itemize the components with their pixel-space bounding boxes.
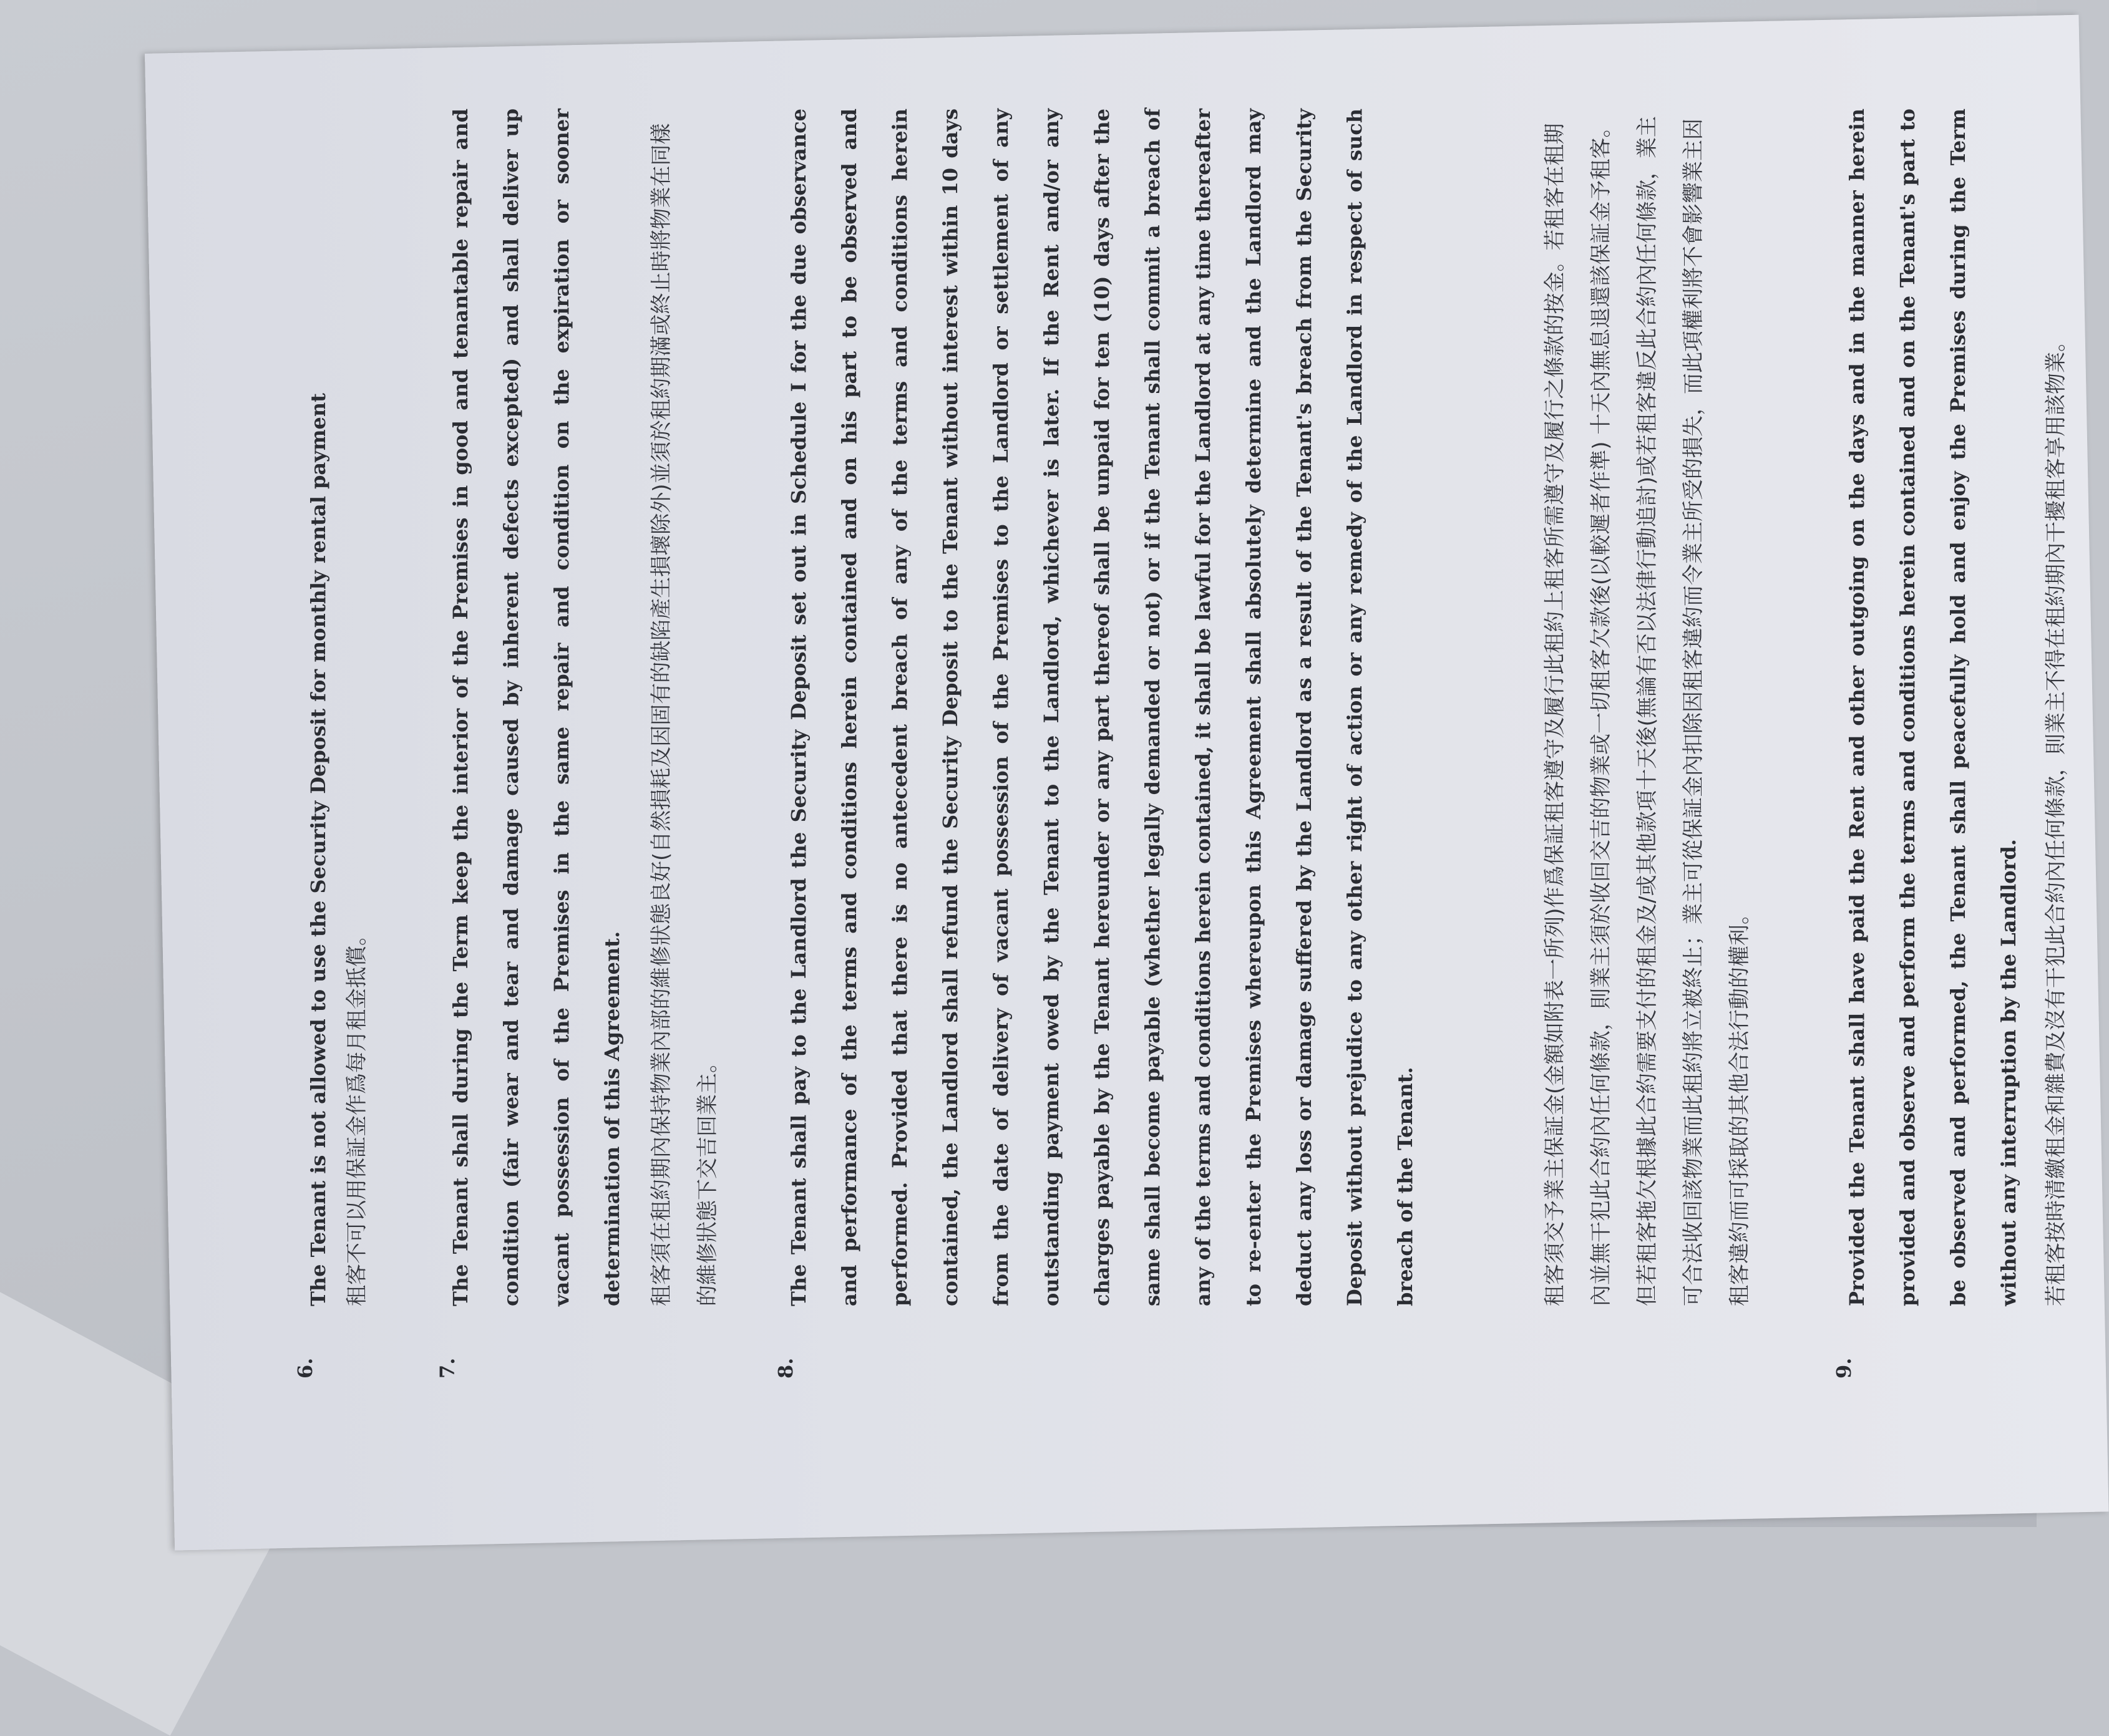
clause-chinese-text: 租客須交予業主保証金(金額如附表一所列)作爲保証租客遵守及履行此租約上租客所需遵守及履行之條款的按金。若租客在租期內並無干犯此合約內任何條款，則業主須於收回交吉的物業或一切租客欠款後(以較遲者作準) 十天內無息退還該保証金予租客。但若租客拖欠根據此合約需要支付的租金及/或其他款項十天後(無論有否以法律行動追討)或若租客違反此合約內任何條款，業主可合法收回該物業而此租約將立被終止；業主可從保証金內扣除因租客違約而令業主所受的損失，而此項權利將不會影響業主因租客違約而可採取的其他合法行動的權利。 xyxy=(1542,116,1752,1306)
clause-english-text: The Tenant shall pay to the Landlord the Security Deposit set out in Schedule I for the due observance and performance of the terms and conditions herein contained and on his part to be observed and performed. Provided that there is no antecedent breach of any of the terms and conditions herein contained, the Landlord shall refund the Security Deposit to the Tenant without interest within 10 days from the date of delivery of vacant possession of the Premises to the Landlord or settlement of any outstanding payment owed by the Tenant to the Landlord, whichever is later. If the Rent and/or any charges payable by the Tenant hereunder or any part thereof shall be unpaid for ten (10) days after the same shall become payable (whether legally demanded or not) or if the Tenant shall commit a breach of any of the terms and conditions herein contained, it shall be lawful for the Landlord at any time thereafter to re-enter the Premises whereupon this Agreement shall absolutely determine and the Landlord may deduct any loss or damage suffered by the Landlord as a result of the Tenant's breach from the Security Deposit without prejudice to any other right of action or any remedy of the Landlord in respect of such breach of the Tenant. xyxy=(787,109,1417,1306)
clause-english-text: The Tenant shall during the Term keep the interior of the Premises in good and tenantable repair and condition (fair wear and tear and damage caused by inherent defects excepted) and shall deliver up vacant possession of the Premises in the same repair and condition on the expiration or sooner determination of this Agreement. xyxy=(449,109,624,1306)
clause-english-text: The Tenant is not allowed to use the Security Deposit for monthly rental payment xyxy=(306,393,330,1306)
clause-chinese-text: 若租客按時清繳租金和雜費及沒有干犯此合約內任何條款，則業主不得在租約期內干擾租客享用該物業。 xyxy=(2043,331,2068,1306)
clause-number: 8. xyxy=(774,1357,797,1379)
rotated-document-text xyxy=(293,81,2068,1379)
clause-number: 9. xyxy=(1832,1357,1856,1379)
clause-english-text: Provided the Tenant shall have paid the Rent and other outgoing on the days and in the manner herein provided and observe and perform the terms and conditions herein contained and on the Tenant's part to be observed and performed, the Tenant shall peacefully hold and enjoy the Premises during the Term without any interruption by the Landlord. xyxy=(1845,109,2020,1306)
clause-number: 7. xyxy=(436,1357,459,1379)
clause-chinese-text: 租客不可以用保証金作爲每月租金抵償。 xyxy=(344,924,369,1306)
clause-number: 6. xyxy=(293,1357,317,1379)
clause-chinese-text: 租客須在租約期內保持物業內部的維修狀態良好(自然損耗及因固有的缺陷產生損壞除外)並須於租約期滿或終止時將物業在同樣的維修狀態下交吉回業主。 xyxy=(649,123,720,1306)
